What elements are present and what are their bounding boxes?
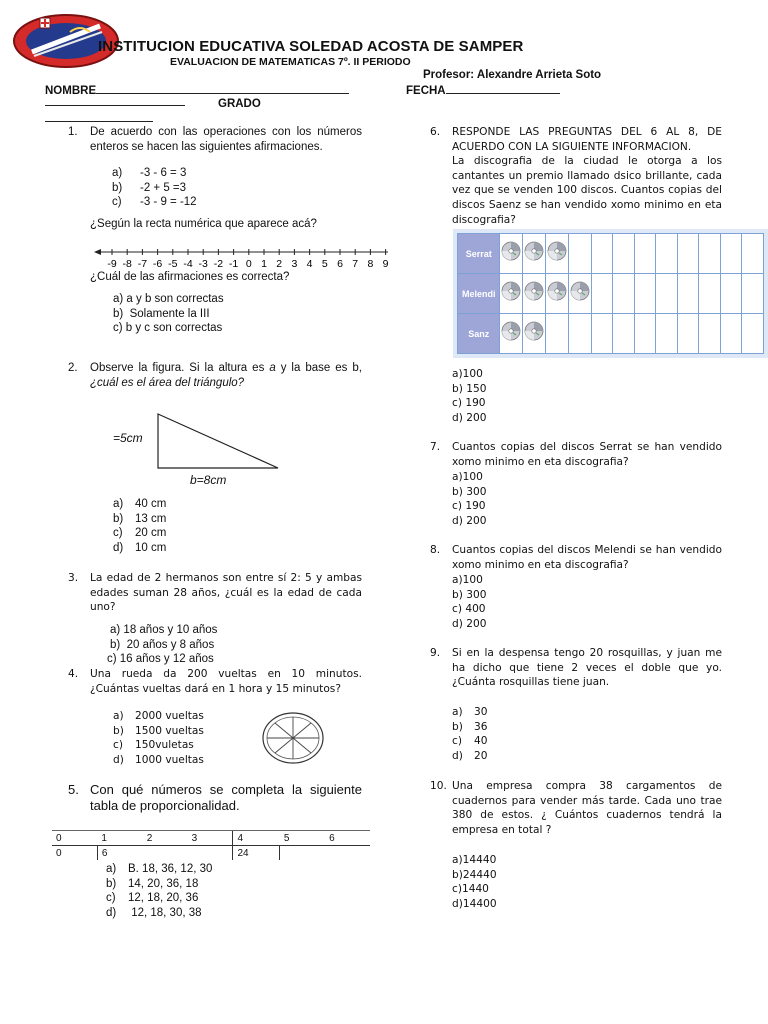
q1-option-c[interactable]: c) b y c son correctas [113,322,223,335]
question-3 [68,571,362,615]
question-1 [68,125,362,154]
q1-option-a[interactable]: a) a y b son correctas [113,293,224,305]
discography-cell [613,314,635,354]
q5-option-b[interactable]: b) 14, 20, 36, 18 [106,877,199,890]
prop-top-5: 5 [283,832,290,844]
q8-number: 8. [430,544,441,556]
discography-cell [569,234,592,274]
q4-text: Una rueda da 200 vueltas en 10 minutos. ¿Cuántas vueltas dará en 1 hora y 15 minutos? [90,668,362,695]
q10-option-c[interactable]: c)1440 [452,883,489,896]
discography-cell [699,234,721,274]
discography-cell [569,314,592,354]
question-8 [430,543,722,572]
number-line-label: -5 [168,258,178,270]
prop-bottom-6[interactable] [325,846,370,861]
disc-icon [501,241,521,261]
discography-artist-label: Sanz [458,314,500,354]
q9-option-a[interactable]: a) 30 [452,706,488,718]
q6-option-b[interactable]: b) 150 [452,382,487,395]
disc-icon [524,321,544,341]
q3-number: 3. [68,572,79,584]
q6-option-a[interactable]: a)100 [452,368,483,380]
discography-row [458,234,764,274]
number-line-label: 5 [321,258,328,270]
q8-options [452,573,486,631]
q2-text: Observe la figura. Si la altura es a y la base es b, ¿cuál es el área del triángulo? [90,362,362,389]
q5-option-a[interactable]: a) B. 18, 36, 12, 30 [106,863,213,875]
prop-top-1: 1 [101,832,107,844]
number-line-label: 2 [276,258,283,270]
proportion-row-top [52,831,370,846]
grade-label: GRADO [218,98,261,110]
discography-cell [591,274,613,314]
q5-number: 5. [68,782,79,797]
q3-option-a[interactable]: a) 18 años y 10 años [110,624,218,636]
q6-text-b: La discografia de la ciudad le otorga a los cantantes un premio llamado dsico brillante, cada vez que se venden 100 discos. Cuantos copias del discos Saenz se han vendido xomo minimo en eta discografia? [452,155,722,226]
question-6 [430,125,722,227]
number-line-label: -2 [213,258,224,270]
q8-text: Cuantos copias del discos Melendi se han vendido xomo minimo en eta discografia? [452,544,722,571]
prop-bottom-1: 6 [97,846,142,861]
number-line-label: -3 [198,258,208,270]
date-blank[interactable] [446,84,560,94]
triangle-base-label: b=8cm [190,473,227,487]
disc-icon [547,281,567,301]
q7-option-b[interactable]: b) 300 [452,485,487,498]
discography-cell [634,314,656,354]
q6-text-a: RESPONDE LAS PREGUNTAS DEL 6 AL 8, DE ACUERDO CON LA SIGUIENTE INFORMACION. [452,126,722,153]
name-blank[interactable] [96,84,349,94]
discography-cell [613,234,635,274]
q6-number: 6. [430,126,441,138]
question-9 [430,646,722,690]
q2-options [113,497,166,555]
q1-options [113,292,224,336]
prop-bottom-3[interactable] [188,846,233,861]
discography-cell [591,234,613,274]
q2-number: 2. [68,362,78,374]
q10-option-a[interactable]: a)14440 [452,854,497,866]
q10-text: Una empresa compra 38 cargamentos de cuadernos para vender más tarde. Cada uno trae 380 de estos. ¿ Cuántos cuadernos tendrá la empresa en total ? [452,780,722,836]
q5-text: Con qué números se completa la siguiente tabla de proporcionalidad. [90,782,362,813]
q3-option-c[interactable]: c) 16 años y 12 años [107,653,214,666]
q9-options [452,705,487,763]
q8-option-c[interactable]: c) 400 [452,603,486,616]
discography-artist-label: Serrat [458,234,500,274]
discography-cell [613,274,635,314]
q8-option-d[interactable]: d) 200 [452,617,487,630]
name-label: NOMBRE [45,85,97,97]
q1-statements [112,166,197,210]
prop-bottom-2[interactable] [143,846,188,861]
discography-cell [591,314,613,354]
number-line-label: -4 [183,258,193,270]
q10-options [452,853,497,911]
q1-option-b[interactable]: b) Solamente la III [113,307,210,320]
discography-cell [677,274,699,314]
disc-icon [501,281,521,301]
q10-option-b[interactable]: b)24440 [452,868,497,881]
exam-subtitle: EVALUACION DE MATEMATICAS 7º. II PERIODO [170,56,411,68]
discography-cell [677,234,699,274]
prop-top-2: 2 [146,832,153,844]
q1-question-b: ¿Cuál de las afirmaciones es correcta? [90,271,290,283]
q4-number: 4. [68,668,79,680]
discography-cell [720,234,742,274]
discography-cell [546,314,569,354]
q2-option-b[interactable]: b) 13 cm [113,512,167,525]
number-line-label: -8 [122,258,132,270]
q1-number: 1. [68,126,78,138]
discography-cell [656,274,678,314]
prop-top-4: 4 [233,831,280,846]
discography-cell [500,274,523,314]
number-line [90,246,390,270]
q4-option-c[interactable]: c) 150vuletas [113,739,194,752]
number-line-label: 8 [367,258,374,270]
discography-cell [720,274,742,314]
discography-row [458,314,764,354]
q4-options [113,709,204,767]
discography-cell [720,314,742,354]
q2-option-a[interactable]: a) 40 cm [113,498,167,510]
q9-number: 9. [430,647,441,659]
date-field [406,84,560,97]
q9-option-c[interactable]: c) 40 [452,735,488,748]
number-line-label: -6 [152,258,163,270]
disc-icon [524,241,544,261]
q1-statement-c: c) -3 - 9 = -12 [112,196,197,209]
q4-option-b[interactable]: b) 1500 vueltas [113,724,204,737]
question-10 [430,779,722,837]
blank-line-left[interactable] [45,96,185,106]
number-line-label: -1 [228,258,239,270]
q2-option-c[interactable]: c) 20 cm [113,527,167,540]
discography-row [458,274,764,314]
q1-statement-a: a) -3 - 6 = 3 [112,167,187,179]
q3-option-b[interactable]: b) 20 años y 8 años [110,638,215,651]
prop-bottom-5[interactable] [280,846,325,861]
q6-options [452,367,486,425]
discography-table [453,229,768,358]
q4-option-a[interactable]: a) 2000 vueltas [113,710,204,722]
q7-options [452,470,486,528]
discography-cell [634,274,656,314]
number-line-label: 0 [245,258,252,270]
discography-cell [699,314,721,354]
disc-icon [570,281,590,301]
question-2 [68,361,362,390]
q2-option-d[interactable]: d) 10 cm [113,541,167,554]
question-5 [68,782,362,813]
teacher-name: Profesor: Alexandre Arrieta Soto [423,69,602,81]
discography-cell [546,234,569,274]
discography-cell [523,274,546,314]
q6-option-d[interactable]: d) 200 [452,411,487,424]
q8-option-a[interactable]: a)100 [452,574,483,586]
q10-number: 10. [430,780,447,792]
q1-statement-b: b) -2 + 5 =3 [112,181,187,194]
discography-cell [742,274,764,314]
number-line-label: 4 [306,258,313,270]
q9-option-d[interactable]: d) 20 [452,749,488,762]
q7-option-d[interactable]: d) 200 [452,514,487,527]
q7-number: 7. [430,441,441,453]
discography-cell [656,234,678,274]
prop-top-6: 6 [329,832,335,844]
q7-option-c[interactable]: c) 190 [452,500,486,513]
discography-artist-label: Melendi [458,274,500,314]
discography-cell [742,234,764,274]
number-line-label: 6 [337,258,343,270]
discography-cell [677,314,699,354]
discography-cell [656,314,678,354]
proportion-table [52,830,370,860]
question-7 [430,440,722,469]
q3-options [107,623,218,667]
institution-title: INSTITUCION EDUCATIVA SOLEDAD ACOSTA DE SAMPER [98,38,524,55]
prop-bottom-0: 0 [56,847,62,859]
discography-cell [569,274,592,314]
wheel-icon [258,708,328,768]
disc-icon [547,241,567,261]
q7-text: Cuantos copias del discos Serrat se han vendido xomo minimo en eta discografia? [452,441,722,468]
discography-cell [523,234,546,274]
q5-options [106,862,212,920]
disc-icon [524,281,544,301]
q6-option-c[interactable]: c) 190 [452,397,486,410]
number-line-arrow-icon [94,249,101,255]
prop-top-0: 0 [56,832,62,844]
q9-text: Si en la despensa tengo 20 rosquillas, y juan me ha dicho que tiene 2 veces el doble que yo. ¿Cuánta rosquillas tiene juan. [452,647,722,689]
q7-option-a[interactable]: a)100 [452,471,483,483]
proportion-row-bottom [52,846,370,861]
number-line-label: 1 [261,258,267,270]
q5-option-c[interactable]: c) 12, 18, 20, 36 [106,892,199,905]
prop-top-3: 3 [191,832,198,844]
q3-text: La edad de 2 hermanos son entre sí 2: 5 y ambas edades suman 28 años, ¿cuál es la edad de cada uno? [90,572,362,613]
discography-cell [500,234,523,274]
triangle-height-label: =5cm [113,431,143,445]
discography-cell [742,314,764,354]
grade-blank[interactable] [45,112,153,122]
number-line-label: 9 [382,258,389,270]
q10-option-d[interactable]: d)14400 [452,897,497,910]
q1-question-a: ¿Según la recta numérica que aparece acá? [90,218,317,230]
prop-bottom-4: 24 [233,846,280,861]
question-4 [68,667,362,696]
disc-icon [501,321,521,341]
discography-cell [523,314,546,354]
number-line-label: -9 [107,258,117,270]
number-line-label: 7 [352,258,359,270]
q8-option-b[interactable]: b) 300 [452,588,487,601]
number-line-label: 3 [291,258,298,270]
discography-cell [699,274,721,314]
q9-option-b[interactable]: b) 36 [452,720,488,733]
number-line-label: -7 [137,258,148,270]
q4-option-d[interactable]: d) 1000 vueltas [113,753,204,766]
discography-cell [500,314,523,354]
date-label: FECHA [406,85,446,97]
q1-text: De acuerdo con las operaciones con los números enteros se hacen las siguientes afirmaciones. [90,126,362,153]
discography-cell [634,234,656,274]
discography-cell [546,274,569,314]
q5-option-d[interactable]: d) 12, 18, 30, 38 [106,906,202,919]
